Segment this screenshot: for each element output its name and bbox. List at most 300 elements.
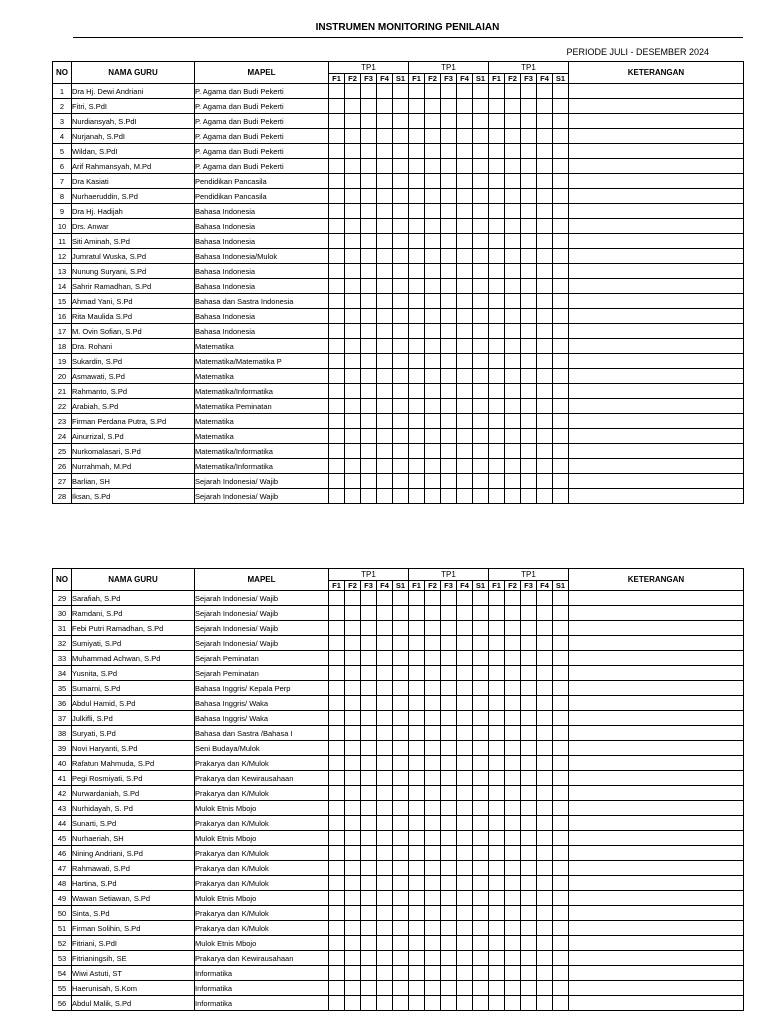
score-cell[interactable] <box>441 339 457 354</box>
score-cell[interactable] <box>537 264 553 279</box>
score-cell[interactable] <box>393 144 409 159</box>
score-cell[interactable] <box>537 921 553 936</box>
score-cell[interactable] <box>329 651 345 666</box>
score-cell[interactable] <box>393 771 409 786</box>
score-cell[interactable] <box>473 339 489 354</box>
score-cell[interactable] <box>457 189 473 204</box>
score-cell[interactable] <box>537 966 553 981</box>
keterangan-cell[interactable] <box>569 801 744 816</box>
score-cell[interactable] <box>457 474 473 489</box>
score-cell[interactable] <box>537 696 553 711</box>
score-cell[interactable] <box>521 429 537 444</box>
score-cell[interactable] <box>473 324 489 339</box>
score-cell[interactable] <box>537 444 553 459</box>
score-cell[interactable] <box>489 936 505 951</box>
score-cell[interactable] <box>473 444 489 459</box>
keterangan-cell[interactable] <box>569 489 744 504</box>
score-cell[interactable] <box>345 726 361 741</box>
score-cell[interactable] <box>457 651 473 666</box>
score-cell[interactable] <box>489 831 505 846</box>
keterangan-cell[interactable] <box>569 204 744 219</box>
score-cell[interactable] <box>473 996 489 1011</box>
keterangan-cell[interactable] <box>569 726 744 741</box>
score-cell[interactable] <box>393 801 409 816</box>
score-cell[interactable] <box>361 354 377 369</box>
score-cell[interactable] <box>553 174 569 189</box>
score-cell[interactable] <box>361 399 377 414</box>
score-cell[interactable] <box>425 801 441 816</box>
score-cell[interactable] <box>505 489 521 504</box>
score-cell[interactable] <box>473 741 489 756</box>
score-cell[interactable] <box>553 144 569 159</box>
score-cell[interactable] <box>457 459 473 474</box>
score-cell[interactable] <box>489 309 505 324</box>
score-cell[interactable] <box>377 591 393 606</box>
score-cell[interactable] <box>489 846 505 861</box>
score-cell[interactable] <box>345 666 361 681</box>
score-cell[interactable] <box>553 891 569 906</box>
score-cell[interactable] <box>521 324 537 339</box>
score-cell[interactable] <box>409 144 425 159</box>
score-cell[interactable] <box>409 399 425 414</box>
keterangan-cell[interactable] <box>569 906 744 921</box>
score-cell[interactable] <box>409 621 425 636</box>
score-cell[interactable] <box>457 279 473 294</box>
score-cell[interactable] <box>553 741 569 756</box>
score-cell[interactable] <box>489 801 505 816</box>
score-cell[interactable] <box>377 489 393 504</box>
score-cell[interactable] <box>505 876 521 891</box>
score-cell[interactable] <box>473 279 489 294</box>
score-cell[interactable] <box>329 159 345 174</box>
keterangan-cell[interactable] <box>569 771 744 786</box>
score-cell[interactable] <box>361 204 377 219</box>
score-cell[interactable] <box>521 159 537 174</box>
score-cell[interactable] <box>521 726 537 741</box>
score-cell[interactable] <box>329 711 345 726</box>
score-cell[interactable] <box>409 384 425 399</box>
score-cell[interactable] <box>441 234 457 249</box>
score-cell[interactable] <box>329 324 345 339</box>
score-cell[interactable] <box>329 429 345 444</box>
score-cell[interactable] <box>377 129 393 144</box>
score-cell[interactable] <box>409 891 425 906</box>
score-cell[interactable] <box>457 666 473 681</box>
score-cell[interactable] <box>521 354 537 369</box>
score-cell[interactable] <box>473 951 489 966</box>
score-cell[interactable] <box>489 966 505 981</box>
score-cell[interactable] <box>521 174 537 189</box>
score-cell[interactable] <box>393 876 409 891</box>
score-cell[interactable] <box>409 84 425 99</box>
score-cell[interactable] <box>425 459 441 474</box>
score-cell[interactable] <box>521 996 537 1011</box>
score-cell[interactable] <box>425 414 441 429</box>
score-cell[interactable] <box>425 906 441 921</box>
score-cell[interactable] <box>425 816 441 831</box>
score-cell[interactable] <box>409 906 425 921</box>
score-cell[interactable] <box>441 354 457 369</box>
score-cell[interactable] <box>553 831 569 846</box>
score-cell[interactable] <box>425 309 441 324</box>
score-cell[interactable] <box>537 861 553 876</box>
keterangan-cell[interactable] <box>569 921 744 936</box>
keterangan-cell[interactable] <box>569 741 744 756</box>
score-cell[interactable] <box>521 384 537 399</box>
score-cell[interactable] <box>393 294 409 309</box>
score-cell[interactable] <box>441 189 457 204</box>
score-cell[interactable] <box>537 189 553 204</box>
score-cell[interactable] <box>345 489 361 504</box>
score-cell[interactable] <box>505 444 521 459</box>
score-cell[interactable] <box>377 174 393 189</box>
score-cell[interactable] <box>361 921 377 936</box>
score-cell[interactable] <box>345 189 361 204</box>
score-cell[interactable] <box>409 951 425 966</box>
score-cell[interactable] <box>345 876 361 891</box>
score-cell[interactable] <box>521 414 537 429</box>
score-cell[interactable] <box>489 324 505 339</box>
keterangan-cell[interactable] <box>569 651 744 666</box>
score-cell[interactable] <box>425 384 441 399</box>
score-cell[interactable] <box>361 726 377 741</box>
score-cell[interactable] <box>409 489 425 504</box>
score-cell[interactable] <box>361 891 377 906</box>
score-cell[interactable] <box>473 636 489 651</box>
score-cell[interactable] <box>473 921 489 936</box>
score-cell[interactable] <box>425 606 441 621</box>
score-cell[interactable] <box>377 636 393 651</box>
score-cell[interactable] <box>329 414 345 429</box>
score-cell[interactable] <box>441 249 457 264</box>
score-cell[interactable] <box>505 951 521 966</box>
score-cell[interactable] <box>329 279 345 294</box>
score-cell[interactable] <box>377 846 393 861</box>
score-cell[interactable] <box>361 264 377 279</box>
score-cell[interactable] <box>329 114 345 129</box>
keterangan-cell[interactable] <box>569 756 744 771</box>
score-cell[interactable] <box>409 966 425 981</box>
score-cell[interactable] <box>345 801 361 816</box>
score-cell[interactable] <box>457 99 473 114</box>
score-cell[interactable] <box>521 309 537 324</box>
score-cell[interactable] <box>537 636 553 651</box>
score-cell[interactable] <box>377 726 393 741</box>
score-cell[interactable] <box>521 474 537 489</box>
score-cell[interactable] <box>457 981 473 996</box>
score-cell[interactable] <box>473 144 489 159</box>
score-cell[interactable] <box>505 339 521 354</box>
score-cell[interactable] <box>393 741 409 756</box>
score-cell[interactable] <box>521 84 537 99</box>
score-cell[interactable] <box>553 756 569 771</box>
score-cell[interactable] <box>521 741 537 756</box>
score-cell[interactable] <box>425 726 441 741</box>
score-cell[interactable] <box>441 861 457 876</box>
keterangan-cell[interactable] <box>569 219 744 234</box>
score-cell[interactable] <box>425 876 441 891</box>
score-cell[interactable] <box>345 204 361 219</box>
score-cell[interactable] <box>377 279 393 294</box>
score-cell[interactable] <box>505 369 521 384</box>
score-cell[interactable] <box>521 681 537 696</box>
score-cell[interactable] <box>409 99 425 114</box>
score-cell[interactable] <box>361 666 377 681</box>
score-cell[interactable] <box>329 264 345 279</box>
score-cell[interactable] <box>377 906 393 921</box>
score-cell[interactable] <box>329 831 345 846</box>
score-cell[interactable] <box>457 429 473 444</box>
score-cell[interactable] <box>457 339 473 354</box>
score-cell[interactable] <box>329 174 345 189</box>
score-cell[interactable] <box>457 384 473 399</box>
score-cell[interactable] <box>361 831 377 846</box>
score-cell[interactable] <box>377 621 393 636</box>
score-cell[interactable] <box>425 651 441 666</box>
score-cell[interactable] <box>457 846 473 861</box>
score-cell[interactable] <box>393 696 409 711</box>
score-cell[interactable] <box>409 354 425 369</box>
score-cell[interactable] <box>329 606 345 621</box>
score-cell[interactable] <box>457 369 473 384</box>
score-cell[interactable] <box>553 876 569 891</box>
keterangan-cell[interactable] <box>569 996 744 1011</box>
score-cell[interactable] <box>361 696 377 711</box>
score-cell[interactable] <box>377 144 393 159</box>
score-cell[interactable] <box>441 996 457 1011</box>
score-cell[interactable] <box>457 861 473 876</box>
score-cell[interactable] <box>393 354 409 369</box>
score-cell[interactable] <box>521 951 537 966</box>
score-cell[interactable] <box>409 831 425 846</box>
score-cell[interactable] <box>409 666 425 681</box>
score-cell[interactable] <box>457 489 473 504</box>
score-cell[interactable] <box>489 354 505 369</box>
score-cell[interactable] <box>377 756 393 771</box>
score-cell[interactable] <box>489 294 505 309</box>
score-cell[interactable] <box>553 399 569 414</box>
score-cell[interactable] <box>393 846 409 861</box>
score-cell[interactable] <box>393 726 409 741</box>
score-cell[interactable] <box>473 234 489 249</box>
score-cell[interactable] <box>361 861 377 876</box>
score-cell[interactable] <box>457 249 473 264</box>
score-cell[interactable] <box>345 279 361 294</box>
score-cell[interactable] <box>377 696 393 711</box>
score-cell[interactable] <box>345 309 361 324</box>
score-cell[interactable] <box>409 606 425 621</box>
score-cell[interactable] <box>521 816 537 831</box>
score-cell[interactable] <box>425 189 441 204</box>
score-cell[interactable] <box>329 741 345 756</box>
keterangan-cell[interactable] <box>569 129 744 144</box>
score-cell[interactable] <box>537 741 553 756</box>
score-cell[interactable] <box>361 324 377 339</box>
score-cell[interactable] <box>361 429 377 444</box>
score-cell[interactable] <box>425 369 441 384</box>
keterangan-cell[interactable] <box>569 174 744 189</box>
score-cell[interactable] <box>345 921 361 936</box>
score-cell[interactable] <box>521 786 537 801</box>
score-cell[interactable] <box>489 414 505 429</box>
keterangan-cell[interactable] <box>569 189 744 204</box>
score-cell[interactable] <box>505 846 521 861</box>
score-cell[interactable] <box>329 756 345 771</box>
score-cell[interactable] <box>505 801 521 816</box>
score-cell[interactable] <box>377 309 393 324</box>
score-cell[interactable] <box>505 711 521 726</box>
score-cell[interactable] <box>473 429 489 444</box>
score-cell[interactable] <box>329 369 345 384</box>
score-cell[interactable] <box>473 174 489 189</box>
score-cell[interactable] <box>361 801 377 816</box>
score-cell[interactable] <box>553 414 569 429</box>
keterangan-cell[interactable] <box>569 369 744 384</box>
score-cell[interactable] <box>425 474 441 489</box>
score-cell[interactable] <box>377 459 393 474</box>
score-cell[interactable] <box>457 756 473 771</box>
score-cell[interactable] <box>457 414 473 429</box>
score-cell[interactable] <box>441 846 457 861</box>
score-cell[interactable] <box>441 606 457 621</box>
score-cell[interactable] <box>537 84 553 99</box>
score-cell[interactable] <box>457 876 473 891</box>
score-cell[interactable] <box>329 189 345 204</box>
score-cell[interactable] <box>505 816 521 831</box>
score-cell[interactable] <box>473 84 489 99</box>
score-cell[interactable] <box>521 666 537 681</box>
score-cell[interactable] <box>425 591 441 606</box>
score-cell[interactable] <box>441 981 457 996</box>
score-cell[interactable] <box>537 606 553 621</box>
score-cell[interactable] <box>457 951 473 966</box>
score-cell[interactable] <box>361 84 377 99</box>
score-cell[interactable] <box>393 219 409 234</box>
keterangan-cell[interactable] <box>569 159 744 174</box>
score-cell[interactable] <box>425 204 441 219</box>
score-cell[interactable] <box>473 414 489 429</box>
score-cell[interactable] <box>553 324 569 339</box>
score-cell[interactable] <box>393 951 409 966</box>
score-cell[interactable] <box>361 981 377 996</box>
score-cell[interactable] <box>425 771 441 786</box>
score-cell[interactable] <box>473 981 489 996</box>
score-cell[interactable] <box>329 621 345 636</box>
score-cell[interactable] <box>489 399 505 414</box>
score-cell[interactable] <box>345 354 361 369</box>
score-cell[interactable] <box>521 279 537 294</box>
score-cell[interactable] <box>505 861 521 876</box>
score-cell[interactable] <box>473 801 489 816</box>
score-cell[interactable] <box>553 681 569 696</box>
score-cell[interactable] <box>537 711 553 726</box>
score-cell[interactable] <box>425 264 441 279</box>
score-cell[interactable] <box>505 234 521 249</box>
score-cell[interactable] <box>553 621 569 636</box>
score-cell[interactable] <box>441 621 457 636</box>
score-cell[interactable] <box>345 966 361 981</box>
score-cell[interactable] <box>361 129 377 144</box>
score-cell[interactable] <box>441 771 457 786</box>
score-cell[interactable] <box>553 711 569 726</box>
score-cell[interactable] <box>537 681 553 696</box>
score-cell[interactable] <box>329 309 345 324</box>
score-cell[interactable] <box>393 786 409 801</box>
score-cell[interactable] <box>489 981 505 996</box>
keterangan-cell[interactable] <box>569 444 744 459</box>
score-cell[interactable] <box>377 99 393 114</box>
score-cell[interactable] <box>377 921 393 936</box>
score-cell[interactable] <box>505 921 521 936</box>
score-cell[interactable] <box>457 84 473 99</box>
score-cell[interactable] <box>409 876 425 891</box>
score-cell[interactable] <box>361 771 377 786</box>
score-cell[interactable] <box>489 279 505 294</box>
score-cell[interactable] <box>521 189 537 204</box>
score-cell[interactable] <box>393 831 409 846</box>
score-cell[interactable] <box>409 756 425 771</box>
score-cell[interactable] <box>441 801 457 816</box>
score-cell[interactable] <box>553 369 569 384</box>
keterangan-cell[interactable] <box>569 876 744 891</box>
score-cell[interactable] <box>329 801 345 816</box>
score-cell[interactable] <box>425 354 441 369</box>
score-cell[interactable] <box>361 459 377 474</box>
score-cell[interactable] <box>441 264 457 279</box>
score-cell[interactable] <box>377 666 393 681</box>
score-cell[interactable] <box>361 489 377 504</box>
score-cell[interactable] <box>409 816 425 831</box>
score-cell[interactable] <box>537 981 553 996</box>
keterangan-cell[interactable] <box>569 309 744 324</box>
score-cell[interactable] <box>329 99 345 114</box>
score-cell[interactable] <box>409 861 425 876</box>
score-cell[interactable] <box>441 294 457 309</box>
keterangan-cell[interactable] <box>569 696 744 711</box>
score-cell[interactable] <box>361 159 377 174</box>
score-cell[interactable] <box>505 294 521 309</box>
score-cell[interactable] <box>473 459 489 474</box>
score-cell[interactable] <box>361 339 377 354</box>
score-cell[interactable] <box>377 861 393 876</box>
score-cell[interactable] <box>473 966 489 981</box>
score-cell[interactable] <box>345 414 361 429</box>
score-cell[interactable] <box>537 324 553 339</box>
score-cell[interactable] <box>393 636 409 651</box>
score-cell[interactable] <box>329 861 345 876</box>
score-cell[interactable] <box>425 921 441 936</box>
score-cell[interactable] <box>505 981 521 996</box>
score-cell[interactable] <box>441 891 457 906</box>
score-cell[interactable] <box>425 756 441 771</box>
score-cell[interactable] <box>537 414 553 429</box>
score-cell[interactable] <box>505 189 521 204</box>
score-cell[interactable] <box>393 384 409 399</box>
score-cell[interactable] <box>329 876 345 891</box>
score-cell[interactable] <box>425 831 441 846</box>
score-cell[interactable] <box>489 249 505 264</box>
score-cell[interactable] <box>409 459 425 474</box>
score-cell[interactable] <box>329 981 345 996</box>
score-cell[interactable] <box>345 429 361 444</box>
score-cell[interactable] <box>441 651 457 666</box>
score-cell[interactable] <box>457 906 473 921</box>
score-cell[interactable] <box>409 114 425 129</box>
score-cell[interactable] <box>425 174 441 189</box>
keterangan-cell[interactable] <box>569 966 744 981</box>
score-cell[interactable] <box>537 591 553 606</box>
score-cell[interactable] <box>425 234 441 249</box>
